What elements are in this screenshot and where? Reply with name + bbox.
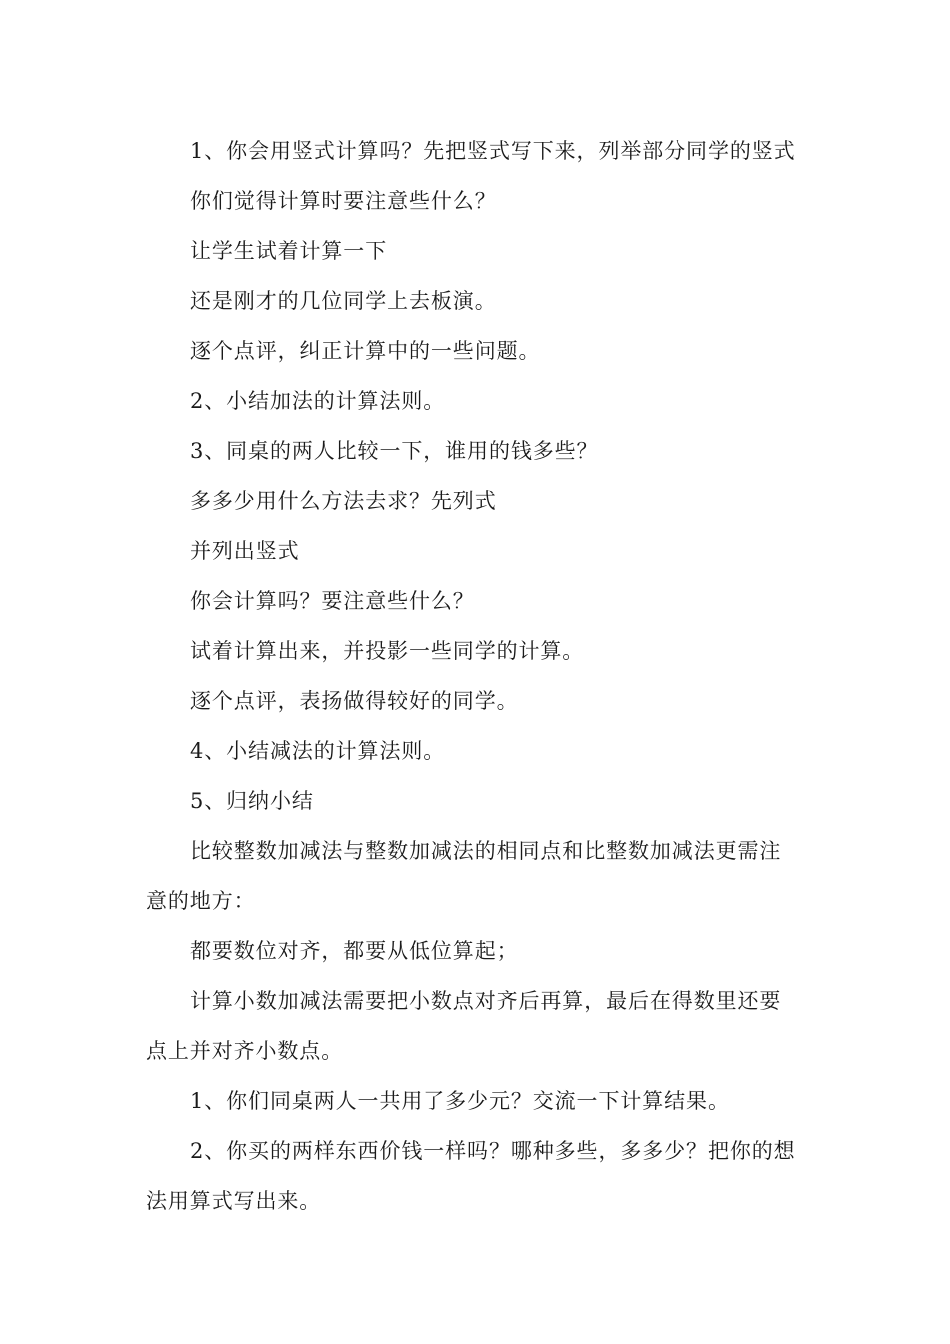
- paragraph-line: 还是刚才的几位同学上去板演。: [190, 289, 497, 313]
- paragraph-line: 你们觉得计算时要注意些什么？: [190, 189, 497, 213]
- paragraph-line: 1、你会用竖式计算吗？先把竖式写下来，列举部分同学的竖式: [190, 139, 796, 163]
- paragraph-line: 4、小结减法的计算法则。: [190, 739, 446, 763]
- paragraph-line: 逐个点评，纠正计算中的一些问题。: [190, 339, 541, 363]
- paragraph-line: 3、同桌的两人比较一下，谁用的钱多些？: [190, 439, 599, 463]
- paragraph-line: 2、小结加法的计算法则。: [190, 389, 446, 413]
- paragraph-line: 意的地方：: [146, 889, 256, 913]
- paragraph-line: 比较整数加减法与整数加减法的相同点和比整数加减法更需注: [190, 839, 782, 863]
- paragraph-line: 1、你们同桌两人一共用了多少元？交流一下计算结果。: [190, 1089, 730, 1113]
- paragraph-line: 你会计算吗？要注意些什么？: [190, 589, 475, 613]
- paragraph-line: 都要数位对齐，都要从低位算起；: [190, 939, 519, 963]
- paragraph-line: 让学生试着计算一下: [190, 239, 388, 263]
- paragraph-line: 2、你买的两样东西价钱一样吗？哪种多些，多多少？把你的想: [190, 1139, 796, 1163]
- paragraph-line: 计算小数加减法需要把小数点对齐后再算，最后在得数里还要: [190, 989, 782, 1013]
- paragraph-line: 5、归纳小结: [190, 789, 314, 813]
- paragraph-line: 点上并对齐小数点。: [146, 1039, 344, 1063]
- paragraph-line: 并列出竖式: [190, 539, 300, 563]
- paragraph-line: 法用算式写出来。: [146, 1189, 322, 1213]
- paragraph-line: 试着计算出来，并投影一些同学的计算。: [190, 639, 585, 663]
- document-body: [146, 126, 810, 1226]
- paragraph-line: 逐个点评，表扬做得较好的同学。: [190, 689, 519, 713]
- paragraph-line: 多多少用什么方法去求？先列式: [190, 489, 497, 513]
